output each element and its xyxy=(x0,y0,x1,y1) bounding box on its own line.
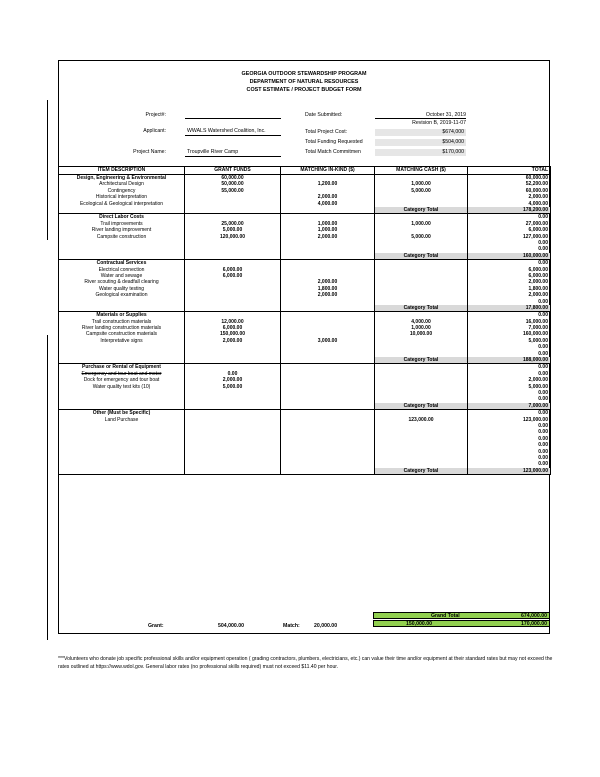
col-header-cash: MATCHING CASH ($) xyxy=(375,167,468,175)
grant-cell: 120,000.00 xyxy=(185,234,281,240)
cash-cell: 5,000.00 xyxy=(375,188,468,194)
category-total-row xyxy=(59,357,551,364)
total-cell: 0.00 xyxy=(468,312,551,319)
project-number-field[interactable] xyxy=(185,118,281,119)
total-match-value: $170,000 xyxy=(375,149,466,156)
program-title: GEORGIA OUTDOOR STEWARDSHIP PROGRAM xyxy=(241,71,367,77)
grant-cell: 12,000.00 xyxy=(185,319,281,325)
category-total-row xyxy=(59,207,551,214)
total-cell: 0.00 xyxy=(468,298,551,304)
inkind-cell xyxy=(281,175,375,182)
blank-cell xyxy=(59,305,185,312)
category-total-label: Category Total xyxy=(375,403,468,410)
grant-cell xyxy=(185,312,281,319)
category-total-label: Category Total xyxy=(375,305,468,312)
col-header-inkind: MATCHING IN-KIND ($) xyxy=(281,167,375,175)
cash-cell xyxy=(375,410,468,417)
summary-total-value: 170,000.00 xyxy=(521,621,547,627)
cash-cell: 4,000.00 xyxy=(375,319,468,325)
total-cell: 160,000.00 xyxy=(468,331,551,337)
section-title: Direct Labor Costs xyxy=(59,214,185,221)
grant-cell: 5,000.00 xyxy=(185,384,281,390)
blank-cell xyxy=(185,403,281,410)
grant-cell: 150,000.00 xyxy=(185,331,281,337)
project-number-label: Project#: xyxy=(145,112,166,118)
total-cell: 0.00 xyxy=(468,246,551,252)
item-description: Trail construction materials xyxy=(59,319,185,325)
inkind-cell xyxy=(281,260,375,267)
total-cell: 52,200.00 xyxy=(468,181,551,187)
table-header-row xyxy=(59,167,551,175)
total-cell: 0.00 xyxy=(468,396,551,402)
total-match-label: Total Match Commitmen xyxy=(305,149,361,155)
inkind-cell xyxy=(281,364,375,371)
total-cell: 16,000.00 xyxy=(468,319,551,325)
category-total-value: 17,800.00 xyxy=(468,305,551,312)
inkind-cell: 1,000.00 xyxy=(281,221,375,227)
grant-cell xyxy=(185,410,281,417)
total-cell: 2,000.00 xyxy=(468,279,551,285)
item-description: Trail improvements xyxy=(59,221,185,227)
total-cell: 123,000.00 xyxy=(468,416,551,422)
category-total-value: 7,000.00 xyxy=(468,403,551,410)
left-margin-rule xyxy=(47,335,48,640)
section-header-row xyxy=(59,260,551,267)
total-cell: 0.00 xyxy=(468,423,551,429)
blank-cell xyxy=(59,403,185,410)
category-total-label: Category Total xyxy=(375,468,468,475)
total-cell: 60,000.00 xyxy=(468,175,551,182)
total-cell: 6,000.00 xyxy=(468,266,551,272)
category-total-label: Category Total xyxy=(375,253,468,260)
blank-cell xyxy=(185,357,281,364)
section-title: Materials or Supplies xyxy=(59,312,185,319)
col-header-total: TOTAL xyxy=(468,167,551,175)
project-name-underline xyxy=(185,156,281,157)
inkind-cell xyxy=(281,312,375,319)
grant-cell: 5,000.00 xyxy=(185,227,281,233)
inkind-cell: 4,000.00 xyxy=(281,201,375,207)
total-cell: 0.00 xyxy=(468,410,551,417)
item-description: Land Purchase xyxy=(59,416,185,422)
inkind-cell xyxy=(281,410,375,417)
col-header-item: ITEM DESCRIPTION xyxy=(59,167,185,175)
category-total-value: 160,000.00 xyxy=(468,253,551,260)
grant-cell: 60,000.00 xyxy=(185,175,281,182)
inkind-cell: 1,000.00 xyxy=(281,227,375,233)
cash-cell xyxy=(375,312,468,319)
cash-cell: 123,000.00 xyxy=(375,416,468,422)
total-cell: 6,000.00 xyxy=(468,227,551,233)
item-description: Historical interpretation xyxy=(59,194,185,200)
total-cell: 0.00 xyxy=(468,364,551,371)
total-cost-label: Total Project Cost: xyxy=(305,129,348,135)
item-description: Campsite construction materials xyxy=(59,331,185,337)
total-cell: 1,800.00 xyxy=(468,286,551,292)
inkind-cell: 1,800.00 xyxy=(281,286,375,292)
total-cell: 5,000.00 xyxy=(468,384,551,390)
category-total-row xyxy=(59,253,551,260)
date-submitted-label: Date Submitted: xyxy=(305,112,343,118)
left-margin-rule xyxy=(47,100,48,240)
total-cell: 0.00 xyxy=(468,436,551,442)
total-funding-label: Total Funding Requested xyxy=(305,139,363,145)
blank-cell xyxy=(281,253,375,260)
category-total-value: 188,000.00 xyxy=(468,357,551,364)
blank-cell xyxy=(185,253,281,260)
grant-summary-value: 504,000.00 xyxy=(218,623,244,629)
item-description: Emergency and tour boat and motor xyxy=(59,371,185,377)
category-total-row xyxy=(59,403,551,410)
match-summary-value: 20,000.00 xyxy=(314,623,338,629)
section-title: Design, Engineering & Environmental xyxy=(59,175,185,182)
grant-cell: 0.00 xyxy=(185,371,281,377)
total-cell: 0.00 xyxy=(468,429,551,435)
item-description: River landing construction materials xyxy=(59,325,185,331)
category-total-row xyxy=(59,305,551,312)
date-submitted-value[interactable]: October 31, 2019 xyxy=(425,112,466,118)
grant-cell: 2,000.00 xyxy=(185,338,281,344)
applicant-underline xyxy=(185,135,281,136)
blank-cell xyxy=(281,207,375,214)
section-title: Contractual Services xyxy=(59,260,185,267)
match-total-row xyxy=(373,620,550,627)
total-funding-value: $504,000 xyxy=(375,139,466,146)
cash-cell: 1,000.00 xyxy=(375,325,468,331)
total-cell: 0.00 xyxy=(468,351,551,357)
grant-cell: 6,000.00 xyxy=(185,266,281,272)
grant-cell: 50,000.00 xyxy=(185,181,281,187)
item-description: River scouting & deadfall clearing xyxy=(59,279,185,285)
item-description: Water quality test kits (10) xyxy=(59,384,185,390)
grant-cell xyxy=(185,214,281,221)
total-cell: 2,000.00 xyxy=(468,377,551,383)
budget-table xyxy=(58,166,551,475)
inkind-cell: 2,000.00 xyxy=(281,292,375,298)
cash-cell: 1,000.00 xyxy=(375,221,468,227)
summary-cash-value: 150,000.00 xyxy=(406,621,432,627)
grant-cell: 2,000.00 xyxy=(185,377,281,383)
blank-cell xyxy=(185,468,281,475)
total-cell: 0.00 xyxy=(468,260,551,267)
item-description: Geological examination xyxy=(59,292,185,298)
item-description: Architectural Design xyxy=(59,181,185,187)
grant-cell xyxy=(185,260,281,267)
total-cell: 0.00 xyxy=(468,448,551,454)
grant-cell: 6,000.00 xyxy=(185,325,281,331)
section-header-row xyxy=(59,214,551,221)
section-header-row xyxy=(59,175,551,182)
revision-text: Revision B, 2019-11-07 xyxy=(412,120,466,126)
blank-cell xyxy=(59,207,185,214)
total-cell: 4,000.00 xyxy=(468,201,551,207)
item-description: Ecological & Geological interpretation xyxy=(59,201,185,207)
item-description: Dock for emergency and tour boat xyxy=(59,377,185,383)
category-total-label: Category Total xyxy=(375,207,468,214)
footnote: ***Volunteers who donate job specific professional skills and/or equipment operation ( grading contractors, plumbers, electricians, etc.) can value their time and/or equipment at their standard rates but may not exceed the rates outlined at https://www.wdol.gov. General labor rates (no professional skills required) must not exceed $11.40 per hour. xyxy=(58,656,553,670)
grand-total-label: Grand Total xyxy=(431,613,460,619)
total-cell: 0.00 xyxy=(468,344,551,350)
inkind-cell xyxy=(281,214,375,221)
item-description: River landing improvement xyxy=(59,227,185,233)
item-description: Campsite construction xyxy=(59,234,185,240)
cash-cell xyxy=(375,175,468,182)
grant-cell: 25,000.00 xyxy=(185,221,281,227)
inkind-cell: 1,200.00 xyxy=(281,181,375,187)
blank-cell xyxy=(281,305,375,312)
col-header-grant: GRANT FUNDS xyxy=(185,167,281,175)
category-total-row xyxy=(59,468,551,475)
blank-cell xyxy=(59,468,185,475)
blank-cell xyxy=(281,403,375,410)
total-cell: 0.00 xyxy=(468,390,551,396)
blank-cell xyxy=(59,253,185,260)
grant-cell: 55,000.00 xyxy=(185,188,281,194)
cash-cell xyxy=(375,364,468,371)
cash-cell xyxy=(375,214,468,221)
match-summary-label: Match: xyxy=(283,623,300,629)
cash-cell: 1,000.00 xyxy=(375,181,468,187)
applicant-value[interactable]: WWALS Watershed Coalition, Inc. xyxy=(187,128,266,134)
section-header-row xyxy=(59,364,551,371)
inkind-cell: 2,000.00 xyxy=(281,234,375,240)
grant-cell xyxy=(185,364,281,371)
total-cell: 6,000.00 xyxy=(468,273,551,279)
item-description: Interpretative signs xyxy=(59,338,185,344)
section-title: Purchase or Rental of Equipment xyxy=(59,364,185,371)
blank-cell xyxy=(281,468,375,475)
total-cell: 2,000.00 xyxy=(468,194,551,200)
grant-summary-label: Grant: xyxy=(148,623,164,629)
blank-cell xyxy=(185,207,281,214)
category-total-value: 123,000.00 xyxy=(468,468,551,475)
blank-cell xyxy=(185,305,281,312)
item-description: Electrical connection xyxy=(59,266,185,272)
section-header-row xyxy=(59,312,551,319)
total-cell: 0.00 xyxy=(468,461,551,467)
grant-cell: 6,000.00 xyxy=(185,273,281,279)
category-total-label: Category Total xyxy=(375,357,468,364)
total-cell: 2,000.00 xyxy=(468,292,551,298)
cash-cell: 10,000.00 xyxy=(375,331,468,337)
project-name-label: Project Name: xyxy=(133,149,166,155)
cash-cell xyxy=(375,260,468,267)
inkind-cell: 2,000.00 xyxy=(281,279,375,285)
total-cell: 27,000.00 xyxy=(468,221,551,227)
grand-total-row xyxy=(373,612,550,619)
total-cell: 5,000.00 xyxy=(468,338,551,344)
blank-cell xyxy=(59,357,185,364)
category-total-value: 178,200.00 xyxy=(468,207,551,214)
grand-total-value: 674,000.00 xyxy=(521,613,547,619)
total-cell: 127,000.00 xyxy=(468,234,551,240)
blank-cell xyxy=(281,357,375,364)
section-header-row xyxy=(59,410,551,417)
date-underline xyxy=(375,118,466,119)
department-title: DEPARTMENT OF NATURAL RESOURCES xyxy=(249,79,359,85)
inkind-cell: 3,000.00 xyxy=(281,338,375,344)
item-description: Contingency xyxy=(59,188,185,194)
item-description: Water quality testing xyxy=(59,286,185,292)
total-cell: 7,000.00 xyxy=(468,325,551,331)
cash-cell: 5,000.00 xyxy=(375,234,468,240)
total-cell: 0.00 xyxy=(468,214,551,221)
inkind-cell: 2,000.00 xyxy=(281,194,375,200)
project-name-value[interactable]: Troupville River Camp xyxy=(187,149,239,155)
total-cell: 0.00 xyxy=(468,442,551,448)
total-cost-value: $674,000 xyxy=(375,129,466,136)
total-cell: 0.00 xyxy=(468,240,551,246)
section-title: Other (Must be Specific) xyxy=(59,410,185,417)
total-cell: 60,000.00 xyxy=(468,188,551,194)
item-description: Water and sewage xyxy=(59,273,185,279)
applicant-label: Applicant: xyxy=(143,128,166,134)
form-title: COST ESTIMATE / PROJECT BUDGET FORM xyxy=(246,87,362,93)
total-cell: 0.00 xyxy=(468,371,551,377)
total-cell: 0.00 xyxy=(468,455,551,461)
